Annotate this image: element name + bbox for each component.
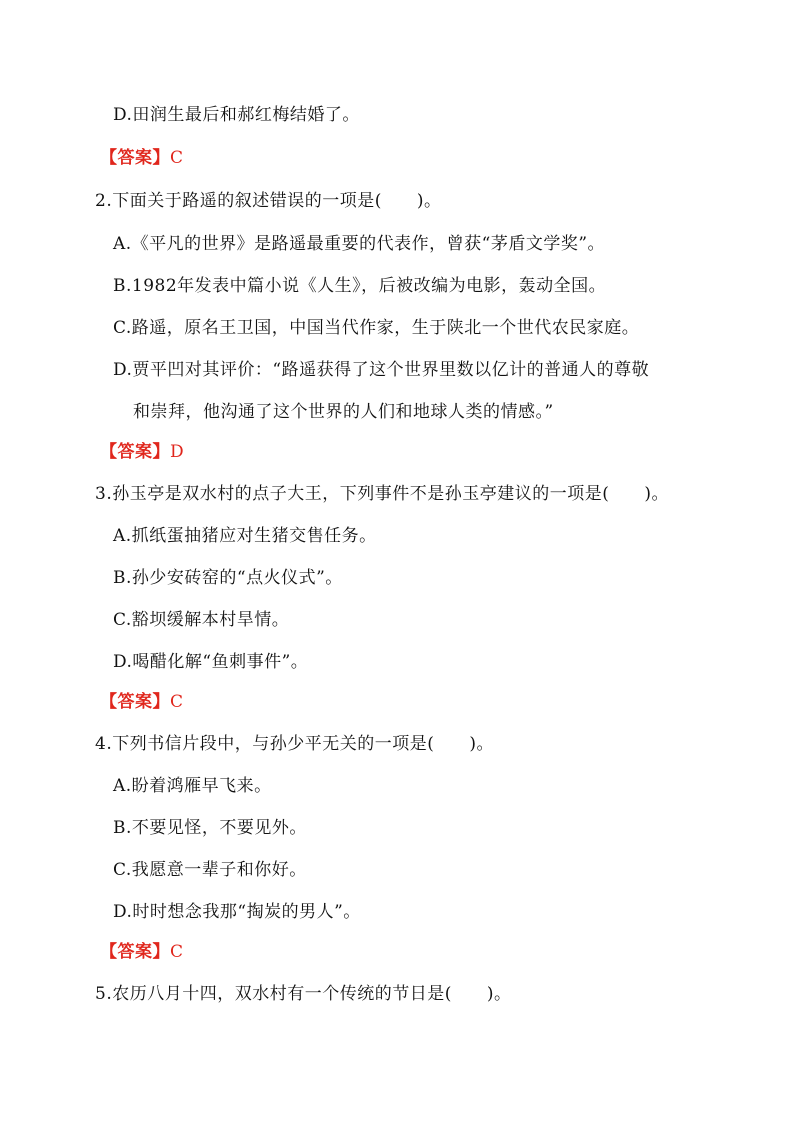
q4-option-b: B.不要见怪，不要见外。 [113, 818, 307, 838]
answer-label: 【答案】 [100, 148, 170, 168]
q4-option-a: A.盼着鸿雁早飞来。 [113, 776, 272, 796]
q3-option-d: D.喝醋化解“鱼刺事件”。 [113, 652, 309, 672]
q2-option-d: D.贾平凹对其评价：“路遥获得了这个世界里数以亿计的普通人的尊敬 [113, 360, 650, 380]
q2-option-c: C.路遥，原名王卫国，中国当代作家，生于陕北一个世代农民家庭。 [113, 318, 640, 338]
q3-option-a: A.抓纸蛋抽猪应对生猪交售任务。 [113, 526, 377, 546]
question-4-stem: 4.下列书信片段中，与孙少平无关的一项是( )。 [95, 734, 494, 754]
answer-2 [100, 441, 184, 463]
answer-label: 【答案】 [100, 442, 170, 462]
answer-label: 【答案】 [100, 692, 170, 712]
answer-value: C [170, 692, 184, 712]
answer-value: D [170, 442, 185, 462]
answer-value: C [170, 148, 184, 168]
answer-value: C [170, 942, 184, 962]
q2-option-d-continued: 和崇拜，他沟通了这个世界的人们和地球人类的情感。” [133, 402, 554, 422]
q2-option-a: A.《平凡的世界》是路遥最重要的代表作，曾获“茅盾文学奖”。 [113, 234, 606, 254]
question-5-stem: 5.农历八月十四，双水村有一个传统的节日是( )。 [95, 984, 512, 1004]
q3-option-b: B.孙少安砖窑的“点火仪式”。 [113, 568, 343, 588]
q4-option-d: D.时时想念我那“掏炭的男人”。 [113, 902, 361, 922]
answer-label: 【答案】 [100, 942, 170, 962]
question-3-stem: 3.孙玉亭是双水村的点子大王，下列事件不是孙玉亭建议的一项是( )。 [95, 484, 669, 504]
q3-option-c: C.豁坝缓解本村旱情。 [113, 610, 290, 630]
q4-option-c: C.我愿意一辈子和你好。 [113, 860, 307, 880]
q2-option-b: B.1982年发表中篇小说《人生》，后被改编为电影，轰动全国。 [113, 276, 607, 296]
answer-4 [100, 941, 184, 963]
answer-3 [100, 691, 184, 713]
question-2-stem: 2.下面关于路遥的叙述错误的一项是( )。 [95, 191, 442, 211]
q1-option-d: D.田润生最后和郝红梅结婚了。 [113, 105, 360, 125]
answer-1 [100, 147, 184, 169]
